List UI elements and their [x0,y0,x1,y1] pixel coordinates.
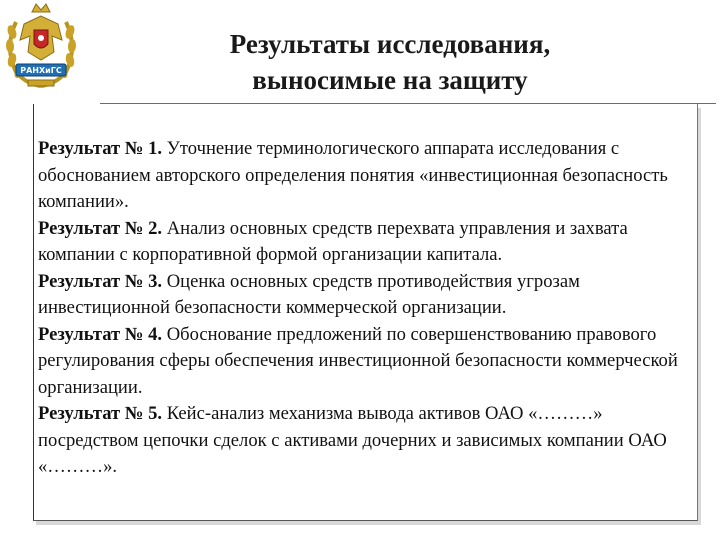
results-list [38,136,693,481]
result-label: Результат № 3. [38,270,163,292]
result-text: Обоснование предложений по совершенствованию правового регулирования сферы обеспечения инвестиционной безопасности коммерческой организации. [38,323,678,398]
result-item-1 [38,136,693,216]
result-text: Оценка основных средств противодействия угрозам инвестиционной безопасности коммерческой организации. [38,270,580,318]
result-label: Результат № 4. [38,323,163,345]
result-label: Результат № 2. [38,217,163,239]
emblem-graphic [2,2,80,98]
emblem-ribbon-text: РАНХиГС [20,66,62,75]
title-line-1: Результаты исследования, [229,29,551,59]
result-item-4 [38,322,693,402]
title-line-2: выносимые на защиту [252,65,528,95]
result-label: Результат № 1. [38,138,163,159]
page-title [160,26,620,98]
result-item-2 [38,216,693,269]
ranepa-emblem-logo [2,2,80,98]
result-text: Кейс-анализ механизма вывода активов ОАО «………» посредством цепочки сделок с активами дочерних и зависимых компании ОАО «………». [38,403,667,477]
result-label: Результат № 5. [38,403,163,424]
result-text: Анализ основных средств перехвата управления и захвата компании с корпоративной формой организации капитала. [38,217,628,265]
result-item-3 [38,269,693,322]
result-text: Уточнение терминологического аппарата исследования с обоснованием авторского определения понятия «инвестиционная безопасность компании». [38,138,668,212]
result-item-5 [38,401,693,481]
